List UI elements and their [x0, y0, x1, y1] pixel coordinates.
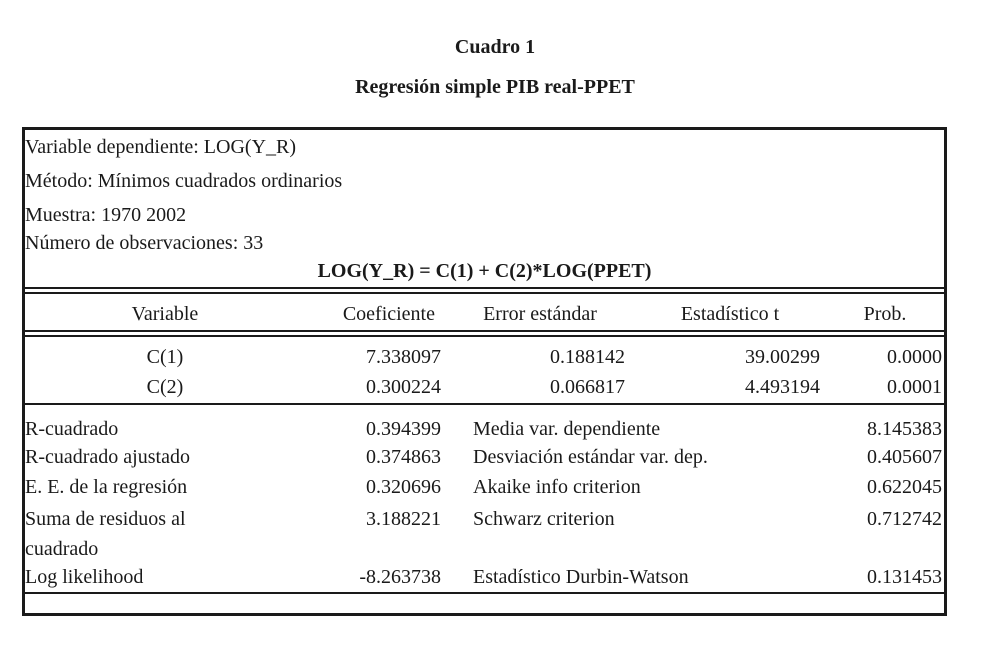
regression-table: [22, 127, 947, 616]
equation: LOG(Y_R) = C(1) + C(2)*LOG(PPET): [317, 260, 652, 282]
stat-value: -8.263738: [359, 566, 441, 588]
sample-range: Muestra: 1970 2002: [25, 204, 187, 226]
table-number: Cuadro 1: [454, 36, 536, 58]
stat-label: R-cuadrado: [25, 418, 119, 440]
stat-value: 0.131453: [867, 566, 942, 588]
column-header-variable: Variable: [131, 303, 199, 325]
stat-label: R-cuadrado ajustado: [25, 446, 190, 468]
stat-label: Schwarz criterion: [473, 508, 615, 530]
t-stat-value: 39.00299: [745, 346, 820, 368]
observation-count: Número de observaciones: 33: [25, 232, 264, 254]
stat-value: 0.394399: [366, 418, 441, 440]
stat-value: 0.374863: [366, 446, 441, 468]
stat-label: Log likelihood: [25, 566, 144, 588]
std-error-value: 0.066817: [550, 376, 625, 398]
prob-value: 0.0001: [887, 376, 942, 398]
column-header-prob: Prob.: [863, 303, 907, 325]
stat-value: 0.622045: [867, 476, 942, 498]
stat-value: 3.188221: [366, 508, 441, 530]
variable-name: C(1): [146, 346, 184, 368]
divider: [25, 592, 944, 594]
coefficient-value: 0.300224: [366, 376, 441, 398]
divider: [25, 292, 944, 294]
stat-value: 8.145383: [867, 418, 942, 440]
divider: [25, 330, 944, 332]
stat-label: Suma de residuos al: [25, 508, 186, 530]
stat-label: cuadrado: [25, 538, 99, 560]
t-stat-value: 4.493194: [745, 376, 820, 398]
stat-value: 0.405607: [867, 446, 942, 468]
divider: [25, 335, 944, 337]
coefficient-value: 7.338097: [366, 346, 441, 368]
estimation-method: Método: Mínimos cuadrados ordinarios: [25, 170, 343, 192]
column-header-t-stat: Estadístico t: [680, 303, 780, 325]
divider: [25, 403, 944, 405]
stat-label: Desviación estándar var. dep.: [473, 446, 708, 468]
variable-name: C(2): [146, 376, 184, 398]
prob-value: 0.0000: [887, 346, 942, 368]
stat-label: Estadístico Durbin-Watson: [473, 566, 689, 588]
column-header-std-error: Error estándar: [483, 303, 597, 325]
dependent-variable: Variable dependiente: LOG(Y_R): [25, 136, 297, 158]
stat-label: Akaike info criterion: [473, 476, 641, 498]
std-error-value: 0.188142: [550, 346, 625, 368]
stat-label: Media var. dependiente: [473, 418, 661, 440]
column-header-coefficient: Coeficiente: [342, 303, 435, 325]
stat-value: 0.712742: [867, 508, 942, 530]
divider: [25, 287, 944, 289]
stat-value: 0.320696: [366, 476, 441, 498]
table-title: Regresión simple PIB real-PPET: [355, 76, 635, 98]
stat-label: E. E. de la regresión: [25, 476, 188, 498]
